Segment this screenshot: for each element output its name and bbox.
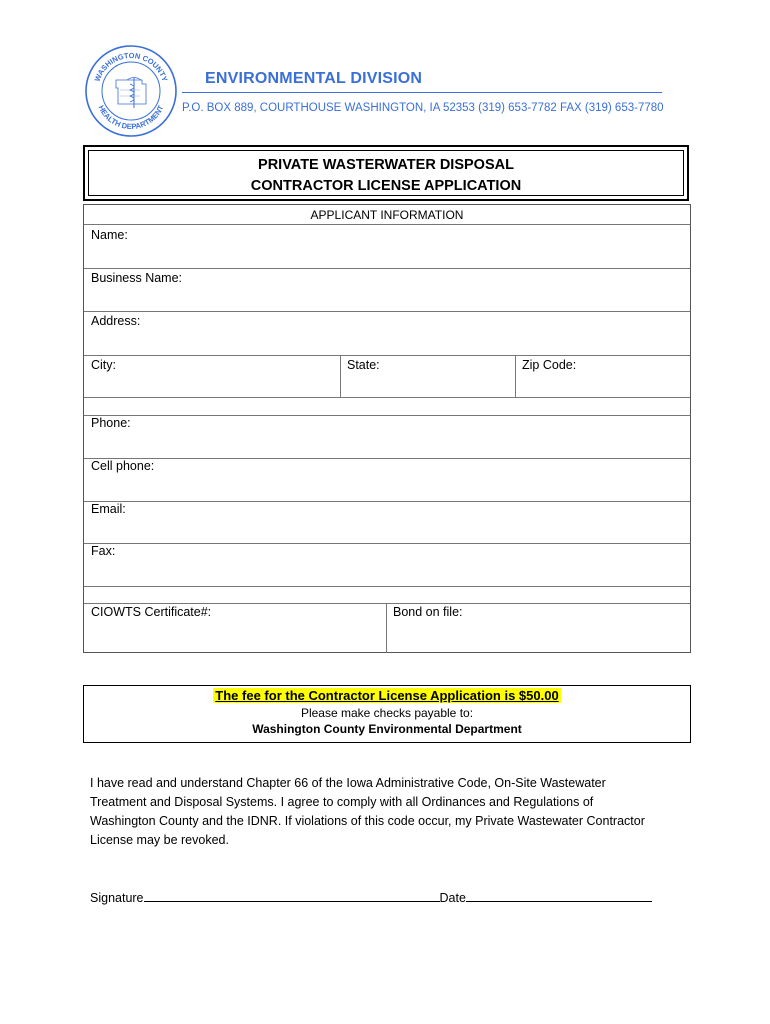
- row-divider: [84, 586, 690, 587]
- name-label: Name:: [91, 228, 128, 242]
- agreement-statement: I have read and understand Chapter 66 of the Iowa Administrative Code, On-Site Wastewater Treatment and Disposal Systems. I agree to comply with all Ordinances and Regulations of Washington County and the IDNR. If violations of this code occur, my Private Wastewater Contractor License may be revoked.: [90, 776, 645, 847]
- cell-phone-label: Cell phone:: [91, 459, 155, 473]
- ciowts-certificate-field[interactable]: [84, 604, 386, 653]
- signature-label: Signature: [90, 891, 144, 905]
- state-label: State:: [347, 358, 380, 372]
- business-name-label: Business Name:: [91, 271, 183, 285]
- svg-text:WASHINGTON COUNTY: WASHINGTON COUNTY: [92, 50, 170, 83]
- checks-payable-text: Please make checks payable to:: [300, 706, 474, 720]
- county-seal-logo: [84, 44, 178, 138]
- form-title-line-2: CONTRACTOR LICENSE APPLICATION: [250, 178, 522, 194]
- row-divider: [84, 397, 690, 398]
- signature-row: [90, 889, 652, 905]
- email-label: Email:: [91, 502, 126, 516]
- header-divider: [182, 92, 662, 93]
- section-heading: APPLICANT INFORMATION: [310, 208, 464, 222]
- date-label: Date: [439, 891, 466, 905]
- cell-phone-field[interactable]: [84, 459, 690, 501]
- phone-field[interactable]: [84, 416, 690, 458]
- fee-amount-notice: The fee for the Contractor License Application is $50.00: [215, 688, 559, 703]
- email-field[interactable]: [84, 502, 690, 543]
- address-field[interactable]: [84, 312, 690, 355]
- fax-label: Fax:: [91, 544, 116, 558]
- state-field[interactable]: [341, 356, 515, 397]
- form-title-box: [83, 145, 689, 201]
- date-line[interactable]: [466, 889, 652, 902]
- payee-department: Washington County Environmental Department: [252, 722, 522, 736]
- city-field[interactable]: [84, 356, 340, 397]
- fee-notice-box: [83, 685, 691, 743]
- svg-text:HEALTH DEPARTMENT: HEALTH DEPARTMENT: [96, 103, 166, 132]
- zip-code-field[interactable]: [516, 356, 690, 397]
- division-address: P.O. BOX 889, COURTHOUSE WASHINGTON, IA 52353 (319) 653-7782 FAX (319) 653-7780: [182, 102, 664, 114]
- bond-on-file-field[interactable]: [387, 604, 690, 653]
- division-title: ENVIRONMENTAL DIVISION: [205, 70, 423, 87]
- form-title-inner: [88, 150, 684, 196]
- form-title-line-1: PRIVATE WASTERWATER DISPOSAL: [258, 157, 514, 173]
- city-label: City:: [91, 358, 116, 372]
- business-name-field[interactable]: [84, 269, 690, 311]
- applicant-information-table: [83, 204, 691, 653]
- signature-line[interactable]: [144, 889, 440, 902]
- fax-field[interactable]: [84, 544, 690, 586]
- name-field[interactable]: [84, 225, 690, 268]
- address-label: Address:: [91, 314, 141, 328]
- phone-label: Phone:: [91, 416, 131, 430]
- zip-code-label: Zip Code:: [522, 358, 577, 372]
- bond-on-file-label: Bond on file:: [393, 605, 463, 619]
- ciowts-certificate-label: CIOWTS Certificate#:: [91, 605, 212, 619]
